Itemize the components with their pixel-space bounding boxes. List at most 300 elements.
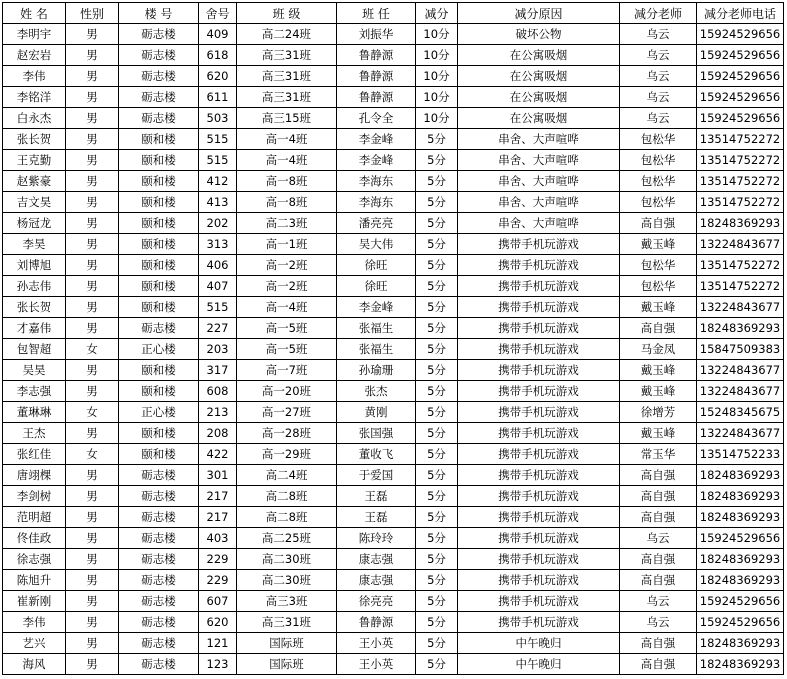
cell-teacher: 王磊 <box>337 486 416 507</box>
cell-points: 5分 <box>416 465 458 486</box>
cell-reason: 携带手机玩游戏 <box>458 507 620 528</box>
cell-building: 颐和楼 <box>119 381 199 402</box>
cell-deduct-teacher: 乌云 <box>620 612 697 633</box>
table-row <box>3 171 784 192</box>
cell-points: 10分 <box>416 66 458 87</box>
cell-class: 高一28班 <box>237 423 337 444</box>
cell-room: 515 <box>199 297 237 318</box>
cell-class: 国际班 <box>237 654 337 675</box>
cell-room: 203 <box>199 339 237 360</box>
cell-points: 5分 <box>416 234 458 255</box>
cell-name: 艺兴 <box>3 633 66 654</box>
cell-teacher: 吴大伟 <box>337 234 416 255</box>
cell-points: 5分 <box>416 192 458 213</box>
cell-reason: 在公寓吸烟 <box>458 87 620 108</box>
cell-phone: 13224843677 <box>697 423 784 444</box>
cell-reason: 携带手机玩游戏 <box>458 528 620 549</box>
cell-deduct-teacher: 包松华 <box>620 150 697 171</box>
cell-name: 白永杰 <box>3 108 66 129</box>
cell-gender: 男 <box>66 24 119 45</box>
cell-class: 高二4班 <box>237 465 337 486</box>
cell-deduct-teacher: 高自强 <box>620 213 697 234</box>
cell-deduct-teacher: 乌云 <box>620 45 697 66</box>
cell-class: 高二25班 <box>237 528 337 549</box>
cell-building: 砺志楼 <box>119 528 199 549</box>
cell-room: 217 <box>199 486 237 507</box>
cell-reason: 在公寓吸烟 <box>458 45 620 66</box>
cell-teacher: 潘亮亮 <box>337 213 416 234</box>
cell-name: 唐翊棵 <box>3 465 66 486</box>
table-row <box>3 507 784 528</box>
cell-points: 5分 <box>416 129 458 150</box>
header-row <box>3 3 784 24</box>
cell-building: 颐和楼 <box>119 171 199 192</box>
cell-gender: 男 <box>66 213 119 234</box>
cell-room: 422 <box>199 444 237 465</box>
cell-gender: 男 <box>66 465 119 486</box>
cell-building: 砺志楼 <box>119 612 199 633</box>
cell-room: 515 <box>199 129 237 150</box>
cell-building: 颐和楼 <box>119 360 199 381</box>
cell-name: 李明宇 <box>3 24 66 45</box>
table-row <box>3 486 784 507</box>
cell-phone: 13514752272 <box>697 276 784 297</box>
cell-reason: 携带手机玩游戏 <box>458 276 620 297</box>
cell-gender: 男 <box>66 234 119 255</box>
cell-room: 202 <box>199 213 237 234</box>
cell-building: 砺志楼 <box>119 570 199 591</box>
cell-room: 515 <box>199 150 237 171</box>
cell-points: 5分 <box>416 507 458 528</box>
cell-name: 王杰 <box>3 423 66 444</box>
cell-phone: 15847509383 <box>697 339 784 360</box>
cell-building: 颐和楼 <box>119 192 199 213</box>
table-row <box>3 192 784 213</box>
cell-deduct-teacher: 包松华 <box>620 255 697 276</box>
cell-phone: 15924529656 <box>697 108 784 129</box>
cell-teacher: 于爱国 <box>337 465 416 486</box>
column-header-name: 姓 名 <box>3 3 66 24</box>
column-header-teacher: 班 任 <box>337 3 416 24</box>
cell-points: 5分 <box>416 297 458 318</box>
cell-room: 503 <box>199 108 237 129</box>
cell-deduct-teacher: 高自强 <box>620 549 697 570</box>
cell-points: 5分 <box>416 633 458 654</box>
cell-points: 10分 <box>416 24 458 45</box>
cell-room: 208 <box>199 423 237 444</box>
cell-deduct-teacher: 乌云 <box>620 66 697 87</box>
cell-building: 砺志楼 <box>119 465 199 486</box>
cell-name: 佟佳政 <box>3 528 66 549</box>
cell-phone: 13224843677 <box>697 381 784 402</box>
cell-class: 高一1班 <box>237 234 337 255</box>
cell-building: 砺志楼 <box>119 66 199 87</box>
cell-name: 范明超 <box>3 507 66 528</box>
cell-teacher: 徐旺 <box>337 255 416 276</box>
cell-class: 高一20班 <box>237 381 337 402</box>
cell-points: 5分 <box>416 339 458 360</box>
cell-gender: 男 <box>66 129 119 150</box>
cell-phone: 13224843677 <box>697 234 784 255</box>
cell-teacher: 徐旺 <box>337 276 416 297</box>
column-header-room: 舍号 <box>199 3 237 24</box>
cell-gender: 男 <box>66 654 119 675</box>
cell-phone: 15924529656 <box>697 528 784 549</box>
cell-deduct-teacher: 高自强 <box>620 318 697 339</box>
cell-deduct-teacher: 高自强 <box>620 486 697 507</box>
cell-reason: 中午晚归 <box>458 633 620 654</box>
cell-phone: 15924529656 <box>697 45 784 66</box>
cell-class: 高一2班 <box>237 255 337 276</box>
column-header-deduct-teacher: 减分老师 <box>620 3 697 24</box>
cell-phone: 13224843677 <box>697 360 784 381</box>
cell-gender: 女 <box>66 444 119 465</box>
cell-reason: 携带手机玩游戏 <box>458 402 620 423</box>
cell-deduct-teacher: 常玉华 <box>620 444 697 465</box>
cell-gender: 女 <box>66 402 119 423</box>
cell-points: 5分 <box>416 402 458 423</box>
table-row <box>3 276 784 297</box>
cell-room: 620 <box>199 66 237 87</box>
table-row <box>3 129 784 150</box>
cell-reason: 中午晚归 <box>458 654 620 675</box>
cell-points: 10分 <box>416 87 458 108</box>
cell-reason: 携带手机玩游戏 <box>458 381 620 402</box>
cell-name: 李剑树 <box>3 486 66 507</box>
cell-name: 崔新刚 <box>3 591 66 612</box>
cell-reason: 串舍、大声喧哗 <box>458 192 620 213</box>
cell-gender: 男 <box>66 612 119 633</box>
cell-room: 313 <box>199 234 237 255</box>
table-row <box>3 213 784 234</box>
cell-phone: 13514752233 <box>697 444 784 465</box>
cell-name: 徐志强 <box>3 549 66 570</box>
cell-name: 张长贺 <box>3 129 66 150</box>
cell-phone: 18248369293 <box>697 318 784 339</box>
cell-teacher: 陈玲玲 <box>337 528 416 549</box>
cell-deduct-teacher: 乌云 <box>620 24 697 45</box>
cell-gender: 男 <box>66 528 119 549</box>
cell-class: 高三31班 <box>237 66 337 87</box>
cell-deduct-teacher: 乌云 <box>620 528 697 549</box>
cell-building: 颐和楼 <box>119 150 199 171</box>
cell-class: 高一2班 <box>237 276 337 297</box>
cell-room: 317 <box>199 360 237 381</box>
table-row <box>3 444 784 465</box>
cell-class: 国际班 <box>237 633 337 654</box>
cell-building: 颐和楼 <box>119 213 199 234</box>
cell-reason: 携带手机玩游戏 <box>458 423 620 444</box>
cell-building: 砺志楼 <box>119 108 199 129</box>
cell-deduct-teacher: 戴玉峰 <box>620 423 697 444</box>
cell-gender: 男 <box>66 318 119 339</box>
cell-class: 高一4班 <box>237 150 337 171</box>
cell-building: 颐和楼 <box>119 297 199 318</box>
cell-room: 301 <box>199 465 237 486</box>
cell-room: 608 <box>199 381 237 402</box>
cell-building: 砺志楼 <box>119 318 199 339</box>
cell-phone: 15924529656 <box>697 591 784 612</box>
cell-points: 5分 <box>416 276 458 297</box>
column-header-phone: 减分老师电话 <box>697 3 784 24</box>
cell-deduct-teacher: 戴玉峰 <box>620 234 697 255</box>
cell-class: 高三31班 <box>237 612 337 633</box>
cell-teacher: 张福生 <box>337 318 416 339</box>
cell-reason: 在公寓吸烟 <box>458 66 620 87</box>
cell-class: 高二30班 <box>237 549 337 570</box>
cell-phone: 15924529656 <box>697 66 784 87</box>
cell-class: 高一7班 <box>237 360 337 381</box>
table-row <box>3 45 784 66</box>
table-row <box>3 297 784 318</box>
cell-reason: 携带手机玩游戏 <box>458 255 620 276</box>
cell-points: 5分 <box>416 255 458 276</box>
cell-name: 吉文昊 <box>3 192 66 213</box>
cell-teacher: 李金峰 <box>337 129 416 150</box>
cell-phone: 18248369293 <box>697 213 784 234</box>
cell-building: 颐和楼 <box>119 234 199 255</box>
cell-building: 颐和楼 <box>119 423 199 444</box>
cell-gender: 男 <box>66 66 119 87</box>
cell-teacher: 李金峰 <box>337 150 416 171</box>
cell-reason: 携带手机玩游戏 <box>458 549 620 570</box>
cell-room: 227 <box>199 318 237 339</box>
cell-building: 砺志楼 <box>119 45 199 66</box>
cell-gender: 男 <box>66 570 119 591</box>
table-row <box>3 360 784 381</box>
cell-gender: 男 <box>66 276 119 297</box>
cell-name: 刘博旭 <box>3 255 66 276</box>
cell-gender: 男 <box>66 549 119 570</box>
cell-gender: 男 <box>66 45 119 66</box>
cell-reason: 串舍、大声喧哗 <box>458 213 620 234</box>
column-header-reason: 减分原因 <box>458 3 620 24</box>
cell-phone: 15248345675 <box>697 402 784 423</box>
cell-deduct-teacher: 乌云 <box>620 108 697 129</box>
cell-reason: 携带手机玩游戏 <box>458 339 620 360</box>
cell-name: 包智超 <box>3 339 66 360</box>
cell-name: 张红佳 <box>3 444 66 465</box>
cell-deduct-teacher: 高自强 <box>620 465 697 486</box>
cell-deduct-teacher: 高自强 <box>620 633 697 654</box>
cell-name: 海风 <box>3 654 66 675</box>
cell-room: 412 <box>199 171 237 192</box>
cell-deduct-teacher: 马金凤 <box>620 339 697 360</box>
cell-class: 高一5班 <box>237 318 337 339</box>
cell-building: 正心楼 <box>119 339 199 360</box>
cell-phone: 13514752272 <box>697 192 784 213</box>
cell-reason: 串舍、大声喧哗 <box>458 129 620 150</box>
table-row <box>3 654 784 675</box>
table-body <box>3 24 784 675</box>
cell-class: 高一5班 <box>237 339 337 360</box>
table-row <box>3 633 784 654</box>
cell-teacher: 李海东 <box>337 192 416 213</box>
cell-gender: 男 <box>66 150 119 171</box>
cell-deduct-teacher: 包松华 <box>620 171 697 192</box>
cell-name: 董琳琳 <box>3 402 66 423</box>
cell-room: 611 <box>199 87 237 108</box>
cell-deduct-teacher: 高自强 <box>620 507 697 528</box>
table-row <box>3 318 784 339</box>
cell-teacher: 徐亮亮 <box>337 591 416 612</box>
cell-class: 高一4班 <box>237 297 337 318</box>
cell-points: 5分 <box>416 423 458 444</box>
cell-teacher: 黄刚 <box>337 402 416 423</box>
cell-teacher: 董收飞 <box>337 444 416 465</box>
cell-teacher: 李金峰 <box>337 297 416 318</box>
table-row <box>3 108 784 129</box>
column-header-gender: 性别 <box>66 3 119 24</box>
cell-phone: 13514752272 <box>697 129 784 150</box>
cell-phone: 15924529656 <box>697 612 784 633</box>
cell-phone: 13514752272 <box>697 150 784 171</box>
cell-class: 高三31班 <box>237 87 337 108</box>
cell-class: 高一8班 <box>237 192 337 213</box>
cell-reason: 在公寓吸烟 <box>458 108 620 129</box>
cell-building: 砺志楼 <box>119 87 199 108</box>
cell-gender: 男 <box>66 507 119 528</box>
cell-room: 229 <box>199 570 237 591</box>
cell-building: 颐和楼 <box>119 129 199 150</box>
cell-deduct-teacher: 包松华 <box>620 129 697 150</box>
table-row <box>3 255 784 276</box>
cell-reason: 携带手机玩游戏 <box>458 297 620 318</box>
cell-deduct-teacher: 高自强 <box>620 570 697 591</box>
table-row <box>3 549 784 570</box>
cell-room: 123 <box>199 654 237 675</box>
cell-phone: 18248369293 <box>697 654 784 675</box>
cell-points: 5分 <box>416 570 458 591</box>
cell-points: 5分 <box>416 150 458 171</box>
table-row <box>3 570 784 591</box>
cell-deduct-teacher: 戴玉峰 <box>620 297 697 318</box>
cell-gender: 女 <box>66 339 119 360</box>
deduction-table <box>2 2 784 675</box>
cell-teacher: 刘振华 <box>337 24 416 45</box>
cell-class: 高二8班 <box>237 507 337 528</box>
cell-phone: 18248369293 <box>697 633 784 654</box>
cell-room: 121 <box>199 633 237 654</box>
table-row <box>3 381 784 402</box>
cell-teacher: 康志强 <box>337 570 416 591</box>
cell-building: 颐和楼 <box>119 276 199 297</box>
cell-class: 高二24班 <box>237 24 337 45</box>
cell-points: 5分 <box>416 444 458 465</box>
cell-building: 砺志楼 <box>119 654 199 675</box>
cell-teacher: 康志强 <box>337 549 416 570</box>
cell-room: 413 <box>199 192 237 213</box>
cell-name: 李伟 <box>3 66 66 87</box>
table-row <box>3 465 784 486</box>
cell-name: 才嘉伟 <box>3 318 66 339</box>
cell-reason: 携带手机玩游戏 <box>458 444 620 465</box>
cell-gender: 男 <box>66 360 119 381</box>
table-row <box>3 528 784 549</box>
cell-class: 高一8班 <box>237 171 337 192</box>
cell-teacher: 李海东 <box>337 171 416 192</box>
cell-teacher: 张福生 <box>337 339 416 360</box>
cell-reason: 携带手机玩游戏 <box>458 591 620 612</box>
cell-teacher: 王小英 <box>337 654 416 675</box>
cell-class: 高二30班 <box>237 570 337 591</box>
cell-deduct-teacher: 徐增芳 <box>620 402 697 423</box>
table-row <box>3 402 784 423</box>
table-row <box>3 423 784 444</box>
cell-name: 赵紫豪 <box>3 171 66 192</box>
cell-reason: 携带手机玩游戏 <box>458 465 620 486</box>
cell-reason: 携带手机玩游戏 <box>458 570 620 591</box>
cell-reason: 串舍、大声喧哗 <box>458 171 620 192</box>
cell-building: 正心楼 <box>119 402 199 423</box>
cell-phone: 18248369293 <box>697 507 784 528</box>
cell-phone: 18248369293 <box>697 465 784 486</box>
cell-points: 5分 <box>416 528 458 549</box>
table-row <box>3 150 784 171</box>
cell-name: 王克勤 <box>3 150 66 171</box>
cell-room: 403 <box>199 528 237 549</box>
cell-phone: 15924529656 <box>697 87 784 108</box>
cell-reason: 破坏公物 <box>458 24 620 45</box>
table-row <box>3 234 784 255</box>
cell-name: 李志强 <box>3 381 66 402</box>
cell-room: 217 <box>199 507 237 528</box>
cell-teacher: 张杰 <box>337 381 416 402</box>
cell-points: 5分 <box>416 360 458 381</box>
cell-room: 407 <box>199 276 237 297</box>
table-row <box>3 24 784 45</box>
cell-phone: 18248369293 <box>697 549 784 570</box>
cell-deduct-teacher: 戴玉峰 <box>620 360 697 381</box>
cell-phone: 13514752272 <box>697 255 784 276</box>
cell-points: 5分 <box>416 591 458 612</box>
cell-teacher: 王磊 <box>337 507 416 528</box>
cell-name: 李伟 <box>3 612 66 633</box>
cell-deduct-teacher: 乌云 <box>620 591 697 612</box>
cell-room: 620 <box>199 612 237 633</box>
cell-gender: 男 <box>66 297 119 318</box>
cell-points: 10分 <box>416 45 458 66</box>
column-header-points: 减分 <box>416 3 458 24</box>
cell-phone: 18248369293 <box>697 570 784 591</box>
cell-building: 砺志楼 <box>119 591 199 612</box>
cell-points: 10分 <box>416 108 458 129</box>
cell-class: 高二3班 <box>237 213 337 234</box>
cell-reason: 携带手机玩游戏 <box>458 612 620 633</box>
column-header-class: 班 级 <box>237 3 337 24</box>
cell-reason: 携带手机玩游戏 <box>458 318 620 339</box>
cell-class: 高三3班 <box>237 591 337 612</box>
cell-deduct-teacher: 高自强 <box>620 654 697 675</box>
cell-name: 李昊 <box>3 234 66 255</box>
cell-teacher: 孙瑜珊 <box>337 360 416 381</box>
cell-room: 618 <box>199 45 237 66</box>
cell-room: 406 <box>199 255 237 276</box>
cell-gender: 男 <box>66 486 119 507</box>
cell-class: 高三15班 <box>237 108 337 129</box>
cell-reason: 携带手机玩游戏 <box>458 486 620 507</box>
table-row <box>3 87 784 108</box>
cell-gender: 男 <box>66 192 119 213</box>
cell-points: 5分 <box>416 171 458 192</box>
cell-class: 高三31班 <box>237 45 337 66</box>
cell-gender: 男 <box>66 255 119 276</box>
table-row <box>3 66 784 87</box>
cell-building: 砺志楼 <box>119 549 199 570</box>
cell-deduct-teacher: 包松华 <box>620 276 697 297</box>
cell-points: 5分 <box>416 381 458 402</box>
cell-building: 砺志楼 <box>119 633 199 654</box>
